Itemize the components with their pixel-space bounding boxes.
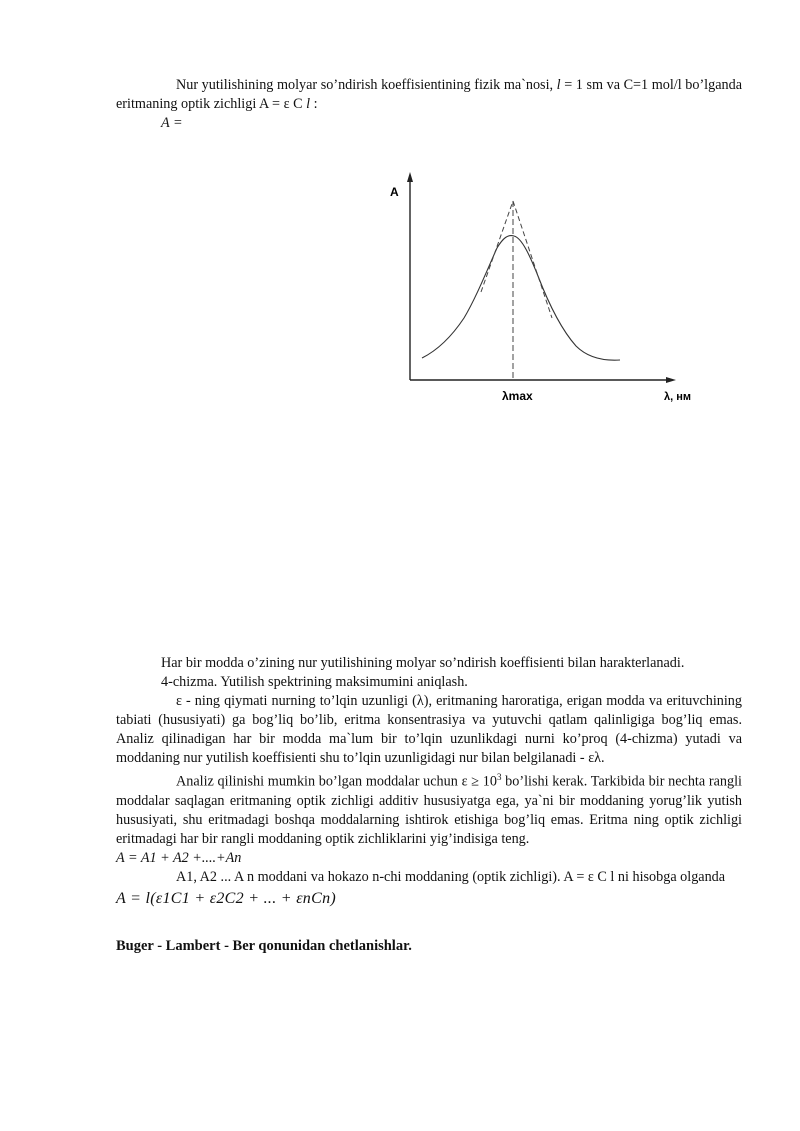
figure-caption: 4-chizma. Yutilish spektrining maksimumini aniqlash.	[161, 674, 468, 690]
x-axis-label: λ, нм	[664, 391, 692, 403]
x-axis-arrow	[666, 377, 676, 383]
section-heading: Buger - Lambert - Ber qonunidan chetlanishlar.	[116, 937, 412, 954]
tangent-right	[513, 201, 552, 318]
y-axis-arrow	[407, 172, 413, 182]
spectrum-chart	[380, 168, 710, 408]
a-equation: A =	[161, 115, 183, 131]
lambda-max-label: λmax	[502, 389, 533, 403]
sum-formula: A = A1 + A2 +....+An	[116, 849, 242, 866]
paragraph-components: A1, A2 ... A n moddani va hokazo n-chi moddaning (optik zichligi). A = ε C l ni hisobga olganda	[176, 868, 726, 885]
tangent-left	[481, 201, 513, 292]
lower-text-block	[116, 654, 742, 955]
combined-formula: A = l(ε1C1 + ε2C2 + ... + εnCn)	[116, 889, 337, 907]
paragraph-characterized: Har bir modda o’zining nur yutilishining molyar so’ndirish koeffisienti bilan harakterlanadi.	[161, 655, 685, 671]
y-axis-label: A	[390, 185, 399, 199]
absorption-curve	[422, 236, 620, 361]
absorption-spectrum-figure	[380, 168, 710, 408]
paragraph-molar-coefficient: Nur yutilishining molyar so’ndirish koeffisientining fizik ma`nosi, l = 1 sm va C=1 mol/l bo’lganda eritmaning optik zichligi A = ε C l :	[116, 77, 742, 112]
top-text-block	[116, 76, 742, 133]
paragraph-epsilon: ε - ning qiymati nurning to’lqin uzunligi (λ), eritmaning haroratiga, erigan modda va erituvchining tabiati (hususiyati) ga bog’liq bo’lib, eritma konsentrasiya va yutuvchi qatlam qalinligiga bog’liq emas. Analiz qilinadigan har bir modda ma`lum bir to’lqin uzunlikdagi nurni ko’proq (4-chizma) yutadi va moddaning nur yutilish koeffisienti shu to’lqin uzunligidagi nur bilan belgilanadi - ελ.	[116, 693, 742, 766]
paragraph-additivity: Analiz qilinishi mumkin bo’lgan moddalar uchun $\varepsilon \ge 10^3$ bo’lishi kerak. Tarkibida bir nechta rangli moddalar saqlagan eritmaning optik zichligi additiv hususiyatga ega, ya`ni bir moddaning yorug’lik yutish hususiyati, shu eritmadagi boshqa moddalarning ishtirok etishiga bog’liq emas. Eritma ning optik zichligi eritmadagi har bir rangli moddaning optik zichliklarini yig’indisiga teng.	[116, 772, 742, 847]
